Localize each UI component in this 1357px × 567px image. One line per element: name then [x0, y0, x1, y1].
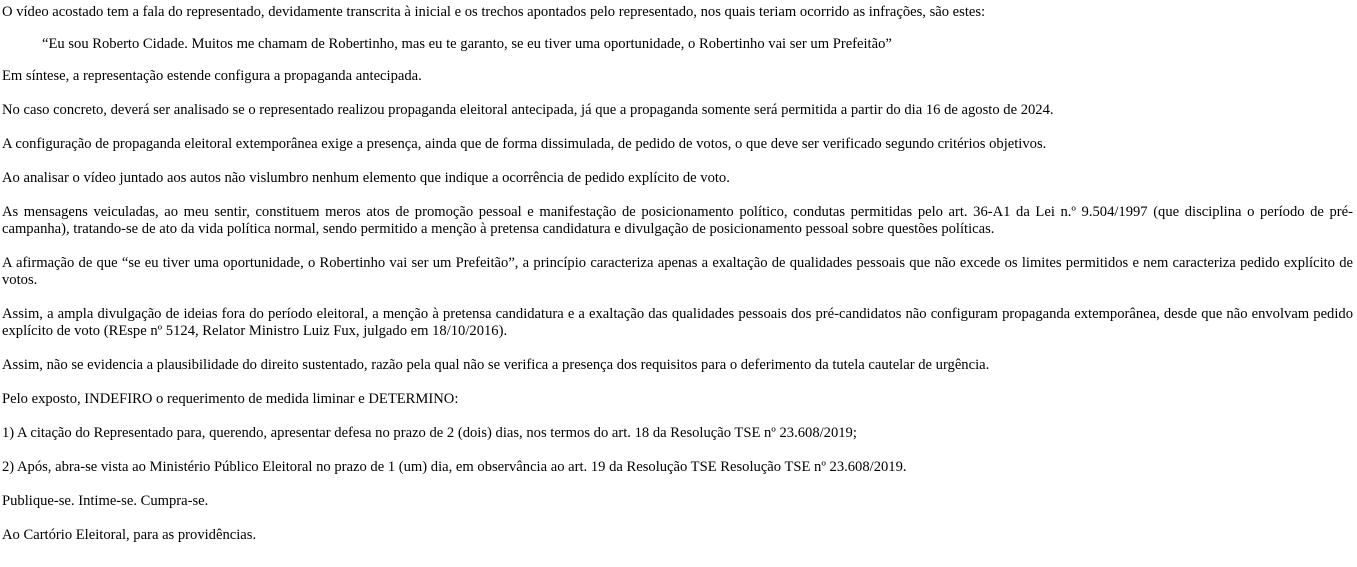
paragraph-concrete-case: No caso concreto, deverá ser analisado se o representado realizou propaganda eleitoral antecipada, já que a propaganda somente será permitida a partir do dia 16 de agosto de 2024. [2, 102, 1054, 118]
paragraph-synthesis: Em síntese, a representação estende configura a propaganda antecipada. [2, 68, 422, 84]
paragraph-conclusion: Assim, não se evidencia a plausibilidade do direito sustentado, razão pela qual não se verifica a presença dos requisitos para o deferimento da tutela cautelar de urgência. [2, 357, 990, 373]
paragraph-item-1: 1) A citação do Representado para, querendo, apresentar defesa no prazo de 2 (dois) dias, nos termos do art. 18 da Resolução TSE nº 23.608/2019; [2, 425, 857, 441]
paragraph-decision: Pelo exposto, INDEFIRO o requerimento de medida liminar e DETERMINO: [2, 391, 459, 407]
paragraph-statement: A afirmação de que “se eu tiver uma oportunidade, o Robertinho vai ser um Prefeitão”, a princípio caracteriza apenas a exaltação de qualidades pessoais que não excede os limites permitidos e nem caracteriza pedido explícito de votos. [2, 255, 1353, 288]
paragraph-precedent: Assim, a ampla divulgação de ideias fora do período eleitoral, a menção à pretensa candidatura e a exaltação das qualidades pessoais dos pré-candidatos não configuram propaganda extemporânea, desde que não envolvam pedido explícito de voto (REspe nº 5124, Relator Ministro Luiz Fux, julgado em 18/10/2016). [2, 306, 1353, 339]
paragraph-configuration: A configuração de propaganda eleitoral extemporânea exige a presença, ainda que de forma dissimulada, de pedido de votos, o que deve ser verificado segundo critérios objetivos. [2, 136, 1047, 152]
paragraph-registry: Ao Cartório Eleitoral, para as providências. [2, 527, 257, 543]
paragraph-publish: Publique-se. Intime-se. Cumpra-se. [2, 493, 209, 509]
paragraph-intro: O vídeo acostado tem a fala do representado, devidamente transcrita à inicial e os trechos apontados pelo representado, nos quais teriam ocorrido as infrações, são estes: [2, 4, 986, 20]
paragraph-video-analysis: Ao analisar o vídeo juntado aos autos não vislumbro nenhum elemento que indique a ocorrência de pedido explícito de voto. [2, 170, 730, 186]
paragraph-item-2: 2) Após, abra-se vista ao Ministério Público Eleitoral no prazo de 1 (um) dia, em observância ao art. 19 da Resolução TSE Resolução TSE nº 23.608/2019. [2, 459, 907, 475]
paragraph-messages: As mensagens veiculadas, ao meu sentir, constituem meros atos de promoção pessoal e manifestação de posicionamento político, condutas permitidas pelo art. 36-A1 da Lei n.º 9.504/1997 (que disciplina o período de pré-campanha), tratando-se de ato da vida política normal, sendo permitido a menção à pretensa candidatura e divulgação de posicionamento pessoal sobre questões políticas. [2, 204, 1353, 237]
quoted-speech: “Eu sou Roberto Cidade. Muitos me chamam de Robertinho, mas eu te garanto, se eu tiver uma oportunidade, o Robertinho vai ser um Prefeitão” [42, 36, 892, 52]
